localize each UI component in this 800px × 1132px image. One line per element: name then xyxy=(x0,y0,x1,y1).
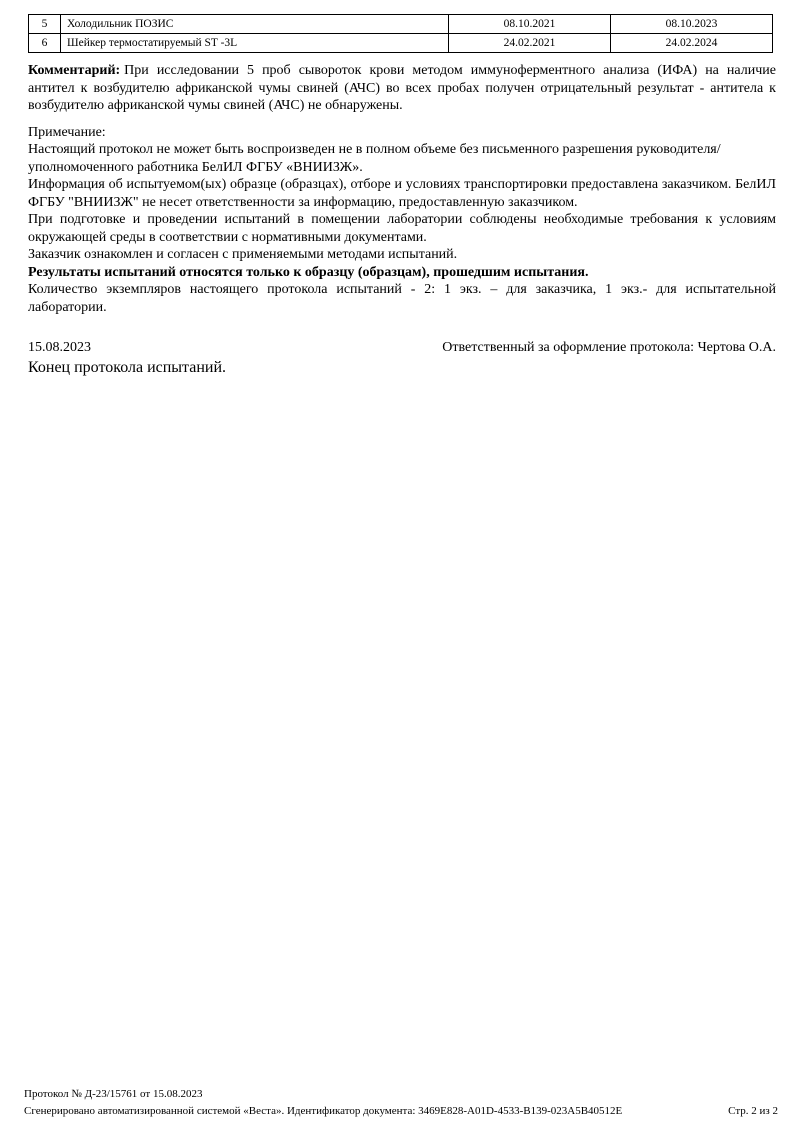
verification-date-cell: 24.02.2021 xyxy=(449,34,611,53)
equipment-number-cell: 6 xyxy=(29,34,61,53)
equipment-row xyxy=(29,34,773,53)
valid-until-cell: 24.02.2024 xyxy=(611,34,773,53)
results-statement: Результаты испытаний относятся только к образцу (образцам), прошедшим испытания. xyxy=(28,264,589,280)
body-text xyxy=(28,62,776,316)
note-paragraph: Настоящий протокол не может быть воспроизведен не в полном объеме без письменного разрешения руководителя/уполномоченного работника БелИЛ ФГБУ «ВНИИЗЖ». xyxy=(28,142,721,175)
responsible-person: Ответственный за оформление протокола: Чертова О.А. xyxy=(442,340,776,355)
valid-until-cell: 08.10.2023 xyxy=(611,15,773,34)
protocol-date: 15.08.2023 xyxy=(28,340,91,355)
footer-generated-line: Сгенерировано автоматизированной системой «Веста». Идентификатор документа: 3469E828-A01D-4533-B139-023A5B40512E xyxy=(24,1105,623,1117)
equipment-row xyxy=(29,15,773,34)
copies-statement: Количество экземпляров настоящего протокола испытаний - 2: 1 экз. – для заказчика, 1 экз.- для испытательной лаборатории. xyxy=(28,282,776,315)
note-paragraph: При подготовке и проведении испытаний в помещении лаборатории соблюдены необходимые требования к условиям окружающей среды в соответствии с нормативными документами. xyxy=(28,212,776,245)
page-content xyxy=(28,14,776,378)
footer-generated-row xyxy=(24,1103,778,1120)
comment-text: При исследовании 5 проб сывороток крови методом иммуноферментного анализа (ИФА) на наличие антител к возбудителю африканской чумы свиней (АЧС) во всех пробах получен отрицательный результат - антитела к возбудителю африканской чумы свиней (АЧС) не обнаружены. xyxy=(28,63,776,113)
verification-date-cell: 08.10.2021 xyxy=(449,15,611,34)
comment-paragraph xyxy=(28,62,776,115)
footer-protocol-number: Протокол № Д-23/15761 от 15.08.2023 xyxy=(24,1088,203,1100)
comment-label: Комментарий: xyxy=(28,63,121,78)
signature-row xyxy=(28,339,776,357)
equipment-table xyxy=(28,14,773,53)
note-paragraph: Заказчик ознакомлен и согласен с применяемыми методами испытаний. xyxy=(28,247,458,262)
note-paragraph: Информация об испытуемом(ых) образце (образцах), отборе и условиях транспортировки предоставлена заказчиком. БелИЛ ФГБУ "ВНИИЗЖ" не несет ответственности за информацию, предоставленную заказчиком. xyxy=(28,177,776,210)
footer-page-number: Стр. 2 из 2 xyxy=(728,1105,778,1117)
notes-label: Примечание: xyxy=(28,124,106,140)
equipment-name-cell: Шейкер термостатируемый ST -3L xyxy=(61,34,449,53)
page-footer xyxy=(24,1086,778,1120)
equipment-name-cell: Холодильник ПОЗИС xyxy=(61,15,449,34)
end-of-protocol-note: Конец протокола испытаний. xyxy=(28,358,227,376)
equipment-number-cell: 5 xyxy=(29,15,61,34)
